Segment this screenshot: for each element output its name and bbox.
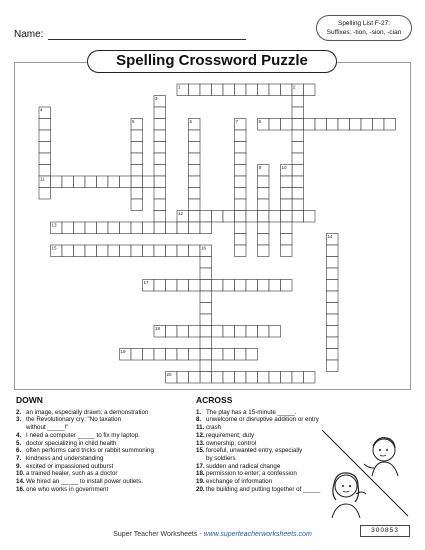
- grid-cell[interactable]: [246, 349, 258, 361]
- grid-cell[interactable]: [212, 349, 224, 361]
- grid-cell[interactable]: [189, 222, 201, 234]
- grid-cell[interactable]: [292, 176, 304, 188]
- grid-cell[interactable]: [235, 234, 247, 246]
- grid-cell[interactable]: [189, 176, 201, 188]
- grid-cell[interactable]: [292, 107, 304, 119]
- grid-cell[interactable]: [223, 280, 235, 292]
- grid-cell[interactable]: [154, 130, 166, 142]
- footer-separator: -: [197, 531, 204, 538]
- grid-cell[interactable]: [246, 84, 258, 96]
- clue-text: the Revolutionary cry: "No taxation without _____!": [26, 416, 122, 432]
- grid-cell[interactable]: [235, 349, 247, 361]
- grid-cell[interactable]: [85, 176, 97, 188]
- grid-cell[interactable]: [74, 176, 86, 188]
- grid-cell[interactable]: [120, 176, 132, 188]
- grid-cell[interactable]: [235, 211, 247, 223]
- grid-cell[interactable]: [327, 245, 339, 257]
- grid-cell[interactable]: [281, 211, 293, 223]
- grid-clue-number: 19: [120, 349, 126, 355]
- grid-cell[interactable]: [143, 176, 155, 188]
- clue-number: 7.: [16, 454, 22, 462]
- grid-cell[interactable]: [281, 199, 293, 211]
- down-clue-9: [16, 463, 192, 471]
- grid-cell[interactable]: [281, 372, 293, 384]
- grid-cell[interactable]: [258, 326, 270, 338]
- grid-cell[interactable]: [143, 245, 155, 257]
- grid-clue-number: 16: [201, 245, 207, 251]
- grid-cell[interactable]: [120, 222, 132, 234]
- clue-text: one who works in government: [26, 485, 109, 493]
- grid-cell[interactable]: [154, 107, 166, 119]
- grid-cell[interactable]: [269, 84, 281, 96]
- grid-cell[interactable]: [327, 268, 339, 280]
- grid-cell[interactable]: [200, 372, 212, 384]
- grid-cell[interactable]: [304, 119, 316, 131]
- clue-number: 13.: [196, 439, 205, 447]
- grid-cell[interactable]: [200, 211, 212, 223]
- grid-clue-number: 4: [40, 107, 43, 113]
- grid-cell[interactable]: [154, 165, 166, 177]
- grid-cell[interactable]: [189, 211, 201, 223]
- grid-cell[interactable]: [131, 130, 143, 142]
- grid-clue-number: 20: [166, 372, 172, 378]
- grid-cell[interactable]: [258, 211, 270, 223]
- clue-number: 17.: [196, 462, 205, 470]
- grid-clue-number: 12: [178, 211, 184, 217]
- grid-cell[interactable]: [281, 222, 293, 234]
- grid-cell[interactable]: [235, 142, 247, 154]
- grid-cell[interactable]: [223, 372, 235, 384]
- grid-cell[interactable]: [269, 211, 281, 223]
- grid-cell[interactable]: [327, 326, 339, 338]
- across-clue-8: [196, 416, 366, 424]
- grid-cell[interactable]: [212, 326, 224, 338]
- clue-number: 1.: [196, 408, 202, 416]
- grid-cell[interactable]: [154, 176, 166, 188]
- grid-cell[interactable]: [327, 337, 339, 349]
- grid-cell[interactable]: [258, 280, 270, 292]
- spelling-list-suffixes: Suffixes: -tion, -sion, -cian: [326, 29, 402, 36]
- grid-cell[interactable]: [108, 176, 120, 188]
- grid-cell[interactable]: [177, 280, 189, 292]
- grid-cell[interactable]: [235, 130, 247, 142]
- grid-cell[interactable]: [131, 153, 143, 165]
- footer-brand: Super Teacher Worksheets: [113, 531, 198, 538]
- grid-cell[interactable]: [39, 142, 51, 154]
- clue-text: ownership; control: [206, 439, 257, 447]
- grid-cell[interactable]: [39, 165, 51, 177]
- grid-cell[interactable]: [189, 245, 201, 257]
- grid-cell[interactable]: [131, 142, 143, 154]
- down-clue-16: [16, 486, 192, 494]
- grid-cell[interactable]: [246, 211, 258, 223]
- grid-cell[interactable]: [131, 349, 143, 361]
- clue-number: 9.: [16, 462, 22, 470]
- grid-cell[interactable]: [85, 245, 97, 257]
- grid-cell[interactable]: [39, 153, 51, 165]
- grid-cell[interactable]: [154, 142, 166, 154]
- grid-cell[interactable]: [223, 326, 235, 338]
- grid-cell[interactable]: [143, 222, 155, 234]
- grid-cell[interactable]: [327, 257, 339, 269]
- clue-number: 6.: [16, 447, 22, 455]
- grid-cell[interactable]: [166, 326, 178, 338]
- worksheet-code: 300853: [360, 525, 410, 537]
- grid-cell[interactable]: [235, 245, 247, 257]
- grid-cell[interactable]: [51, 176, 63, 188]
- grid-cell[interactable]: [327, 349, 339, 361]
- grid-cell[interactable]: [200, 268, 212, 280]
- grid-cell[interactable]: [154, 153, 166, 165]
- grid-clue-number: 1: [178, 84, 181, 90]
- grid-cell[interactable]: [235, 326, 247, 338]
- grid-cell[interactable]: [258, 176, 270, 188]
- grid-cell[interactable]: [62, 245, 74, 257]
- clue-number: 3.: [16, 416, 22, 424]
- grid-cell[interactable]: [131, 165, 143, 177]
- grid-cell[interactable]: [304, 372, 316, 384]
- kids-illustration: [320, 428, 412, 520]
- grid-cell[interactable]: [235, 280, 247, 292]
- grid-cell[interactable]: [39, 188, 51, 200]
- grid-cell[interactable]: [62, 176, 74, 188]
- grid-cell[interactable]: [154, 222, 166, 234]
- grid-cell[interactable]: [97, 176, 109, 188]
- clue-number: 4.: [16, 431, 22, 439]
- grid-cell[interactable]: [258, 188, 270, 200]
- grid-cell[interactable]: [258, 84, 270, 96]
- grid-cell[interactable]: [131, 188, 143, 200]
- grid-cell[interactable]: [131, 176, 143, 188]
- grid-cell[interactable]: [292, 199, 304, 211]
- down-clue-6: [16, 447, 192, 455]
- clue-number: 15.: [196, 447, 205, 455]
- down-clue-10: [16, 470, 192, 478]
- clue-number: 19.: [196, 478, 205, 486]
- clue-number: 20.: [196, 485, 205, 493]
- clue-number: 14.: [16, 478, 25, 486]
- clue-text: permission to enter; a confession: [206, 470, 297, 478]
- grid-cell[interactable]: [292, 153, 304, 165]
- grid-cell[interactable]: [200, 84, 212, 96]
- grid-clue-number: 14: [327, 234, 333, 240]
- grid-cell[interactable]: [154, 188, 166, 200]
- grid-cell[interactable]: [235, 153, 247, 165]
- grid-cell[interactable]: [281, 245, 293, 257]
- grid-cell[interactable]: [258, 245, 270, 257]
- grid-cell[interactable]: [120, 245, 132, 257]
- grid-cell[interactable]: [212, 280, 224, 292]
- grid-cell[interactable]: [189, 280, 201, 292]
- clue-text: often performs card tricks or rabbit summoning: [26, 447, 154, 455]
- spelling-list-number: Spelling List F-27:: [337, 20, 391, 27]
- grid-cell[interactable]: [200, 257, 212, 269]
- clue-text: exchange of information: [206, 478, 273, 486]
- clue-text: excited or impassioned outburst: [26, 462, 114, 470]
- grid-cell[interactable]: [62, 222, 74, 234]
- grid-cell[interactable]: [223, 349, 235, 361]
- grid-cell[interactable]: [281, 280, 293, 292]
- grid-cell[interactable]: [384, 119, 396, 131]
- grid-cell[interactable]: [108, 245, 120, 257]
- clue-text: doctor specializing in child health: [26, 439, 117, 447]
- grid-cell[interactable]: [292, 372, 304, 384]
- grid-cell[interactable]: [200, 349, 212, 361]
- clue-number: 2.: [16, 408, 22, 416]
- grid-cell[interactable]: [189, 326, 201, 338]
- grid-cell[interactable]: [154, 349, 166, 361]
- grid-cell[interactable]: [327, 119, 339, 131]
- grid-cell[interactable]: [97, 245, 109, 257]
- clue-number: 8.: [196, 416, 202, 424]
- down-clue-14: [16, 478, 192, 486]
- grid-clue-number: 9: [258, 165, 262, 171]
- grid-cell[interactable]: [131, 199, 143, 211]
- grid-cell[interactable]: [281, 188, 293, 200]
- grid-clue-number: 6: [189, 119, 193, 125]
- grid-cell[interactable]: [292, 188, 304, 200]
- grid-cell[interactable]: [143, 349, 155, 361]
- grid-cell[interactable]: [200, 291, 212, 303]
- clue-number: 12.: [196, 431, 205, 439]
- clue-text: We hired an _____ to install power outlets.: [26, 478, 143, 486]
- clue-text: an image, especially drawn; a demonstration: [26, 408, 149, 416]
- clue-text: a trained healer, such as a doctor: [26, 470, 118, 478]
- grid-cell[interactable]: [166, 222, 178, 234]
- grid-cell[interactable]: [281, 119, 293, 131]
- grid-cell[interactable]: [131, 245, 143, 257]
- grid-cell[interactable]: [212, 372, 224, 384]
- grid-clue-number: 3: [155, 96, 158, 102]
- grid-cell[interactable]: [131, 222, 143, 234]
- grid-cell[interactable]: [189, 349, 201, 361]
- across-clue-1: [196, 409, 366, 417]
- clue-number: 10.: [16, 470, 25, 478]
- down-clue-2: [16, 409, 192, 417]
- page-title: Spelling Crossword Puzzle: [87, 50, 337, 73]
- grid-cell[interactable]: [235, 199, 247, 211]
- grid-cell[interactable]: [166, 349, 178, 361]
- grid-cell[interactable]: [292, 130, 304, 142]
- grid-cell[interactable]: [200, 360, 212, 372]
- clue-text: the building and putting together of _____: [206, 485, 321, 493]
- grid-cell[interactable]: [177, 349, 189, 361]
- grid-cell[interactable]: [166, 280, 178, 292]
- grid-cell[interactable]: [200, 314, 212, 326]
- clue-text: I need a computer _____ to fix my laptop.: [26, 431, 140, 439]
- grid-cell[interactable]: [200, 280, 212, 292]
- grid-cell[interactable]: [292, 165, 304, 177]
- clue-number: 5.: [16, 439, 22, 447]
- grid-clue-number: 10: [281, 165, 287, 171]
- grid-cell[interactable]: [281, 84, 293, 96]
- across-heading: ACROSS: [196, 395, 233, 405]
- grid-cell[interactable]: [97, 222, 109, 234]
- grid-cell[interactable]: [212, 84, 224, 96]
- grid-cell[interactable]: [235, 176, 247, 188]
- grid-cell[interactable]: [200, 337, 212, 349]
- grid-clue-number: 15: [51, 245, 57, 251]
- clue-number: 18.: [196, 470, 205, 478]
- grid-clue-number: 8: [258, 119, 262, 125]
- grid-cell[interactable]: [39, 130, 51, 142]
- grid-clue-number: 2: [293, 84, 296, 90]
- down-clue-4: [16, 432, 192, 440]
- grid-cell[interactable]: [373, 119, 385, 131]
- grid-clue-number: 17: [143, 280, 149, 286]
- down-heading: DOWN: [16, 395, 43, 405]
- grid-cell[interactable]: [200, 222, 212, 234]
- grid-cell[interactable]: [39, 119, 51, 131]
- grid-cell[interactable]: [327, 303, 339, 315]
- grid-cell[interactable]: [177, 372, 189, 384]
- grid-cell[interactable]: [85, 222, 97, 234]
- grid-cell[interactable]: [235, 165, 247, 177]
- name-label: Name:: [14, 29, 44, 40]
- grid-cell[interactable]: [189, 188, 201, 200]
- grid-cell[interactable]: [223, 84, 235, 96]
- grid-cell[interactable]: [315, 119, 327, 131]
- grid-clue-number: 18: [155, 326, 161, 332]
- grid-cell[interactable]: [235, 84, 247, 96]
- down-clue-3: [16, 416, 192, 431]
- grid-cell[interactable]: [292, 142, 304, 154]
- grid-cell[interactable]: [189, 142, 201, 154]
- grid-cell[interactable]: [327, 314, 339, 326]
- footer-url-link[interactable]: www.superteacherworksheets.com: [203, 531, 312, 538]
- clue-number: 11.: [196, 424, 205, 432]
- clue-text: sudden and radical change: [206, 462, 281, 470]
- grid-cell[interactable]: [338, 119, 350, 131]
- grid-cell[interactable]: [154, 119, 166, 131]
- grid-clue-number: 7: [235, 119, 239, 125]
- grid-cell[interactable]: [177, 245, 189, 257]
- grid-cell[interactable]: [177, 326, 189, 338]
- grid-cell[interactable]: [304, 211, 316, 223]
- grid-cell[interactable]: [258, 372, 270, 384]
- grid-cell[interactable]: [292, 119, 304, 131]
- grid-cell[interactable]: [304, 84, 316, 96]
- grid-cell[interactable]: [246, 372, 258, 384]
- grid-cell[interactable]: [108, 222, 120, 234]
- grid-cell[interactable]: [246, 280, 258, 292]
- grid-clue-number: 13: [51, 222, 57, 228]
- grid-cell[interactable]: [258, 199, 270, 211]
- down-clues: [16, 397, 192, 493]
- grid-cell[interactable]: [258, 222, 270, 234]
- grid-cell[interactable]: [74, 245, 86, 257]
- clue-text: requirement; duty: [206, 431, 255, 439]
- grid-cell[interactable]: [235, 372, 247, 384]
- clue-number: 16.: [16, 485, 25, 493]
- grid-cell[interactable]: [235, 188, 247, 200]
- grid-cell[interactable]: [200, 326, 212, 338]
- grid-clue-number: 5: [132, 119, 135, 125]
- grid-cell[interactable]: [189, 130, 201, 142]
- grid-cell[interactable]: [327, 280, 339, 292]
- grid-cell[interactable]: [223, 211, 235, 223]
- grid-cell[interactable]: [327, 291, 339, 303]
- grid-cell[interactable]: [177, 222, 189, 234]
- grid-cell[interactable]: [269, 372, 281, 384]
- grid-cell[interactable]: [154, 245, 166, 257]
- grid-cell[interactable]: [189, 199, 201, 211]
- grid-cell[interactable]: [281, 176, 293, 188]
- grid-cell[interactable]: [235, 222, 247, 234]
- grid-cell[interactable]: [327, 360, 339, 372]
- grid-cell[interactable]: [166, 245, 178, 257]
- grid-cell[interactable]: [200, 303, 212, 315]
- down-clue-5: [16, 440, 192, 448]
- grid-cell[interactable]: [189, 153, 201, 165]
- down-clue-7: [16, 455, 192, 463]
- grid-cell[interactable]: [154, 199, 166, 211]
- clue-text: forceful, unwanted entry, especially by soldiers: [206, 447, 303, 462]
- clue-text: unwelcome or disruptive addition or entry: [206, 416, 319, 424]
- grid-cell[interactable]: [154, 280, 166, 292]
- grid-cell[interactable]: [189, 372, 201, 384]
- grid-cell[interactable]: [269, 326, 281, 338]
- grid-cell[interactable]: [292, 211, 304, 223]
- grid-cell[interactable]: [189, 165, 201, 177]
- grid-cell[interactable]: [269, 119, 281, 131]
- grid-clue-number: 11: [40, 176, 45, 182]
- clue-text: The play has a 15-minute _____.: [206, 408, 297, 416]
- grid-cell[interactable]: [246, 326, 258, 338]
- grid-cell[interactable]: [212, 211, 224, 223]
- clue-text: crash: [206, 424, 222, 432]
- grid-cell[interactable]: [154, 211, 166, 223]
- grid-cell[interactable]: [258, 234, 270, 246]
- clue-text: kindness and understanding: [26, 454, 104, 462]
- grid-cell[interactable]: [292, 96, 304, 108]
- grid-cell[interactable]: [189, 84, 201, 96]
- grid-cell[interactable]: [269, 280, 281, 292]
- grid-cell[interactable]: [74, 222, 86, 234]
- grid-cell[interactable]: [361, 119, 373, 131]
- grid-cell[interactable]: [350, 119, 362, 131]
- grid-cell[interactable]: [281, 234, 293, 246]
